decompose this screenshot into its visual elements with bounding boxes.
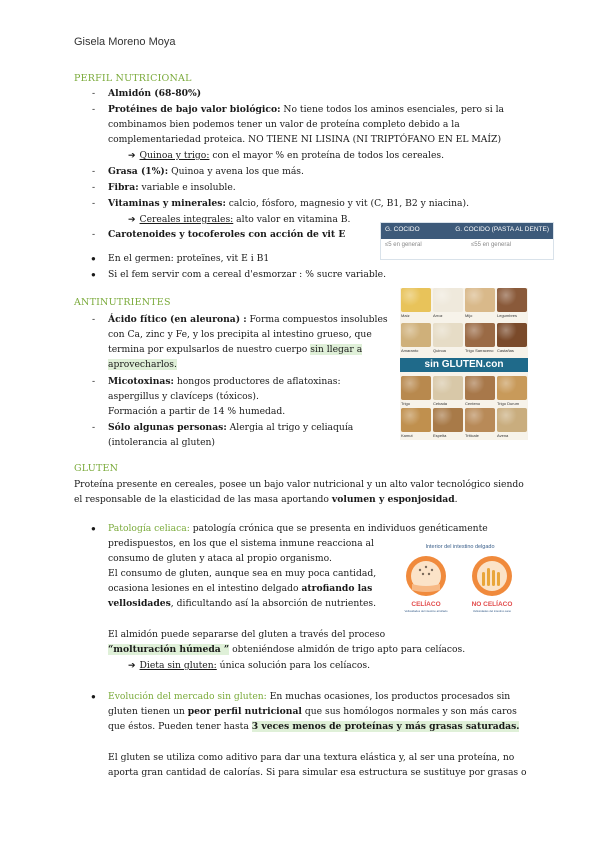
aditivo-line2: aporta gran cantidad de calorías. Si para simular esa estructura se sustituye por grasas o [108,767,527,778]
quinoa-subitem [128,148,444,164]
evolucion-line2-b: que sus homólogos normales y son más caros [301,706,517,717]
celiaca-text: patología crónica que se presenta en individuos genéticamente [189,523,488,534]
table-header-cell: G. COCIDO (PASTA AL DENTE) [455,226,549,233]
micotoxinas-line2: aspergillus y clavíceps (tóxicos). [108,391,259,402]
grasa-item [108,164,304,179]
table-cell: ≤55 en general [471,242,511,248]
alergia-item [108,420,353,435]
grain-label: Mijo [465,313,473,318]
grain-label: Cebada [433,401,448,406]
grain-label: Avena [497,433,509,438]
integrales-label: Cereales integrales: [139,214,234,225]
grain-photo [401,408,431,432]
celiaca-item [108,521,488,536]
vitaminas-text: calcio, fósforo, magnesio y vit (C, B1, B2 y niacina). [225,198,470,209]
arrow-right-icon: ➔ [128,215,136,225]
evolucion-line3-a: que éstos. Pueden tener hasta [108,721,252,732]
gi-table [380,222,554,260]
quinoa-label: Quinoa y trigo: [139,150,210,161]
grain-photo [497,376,527,400]
celiaca-line3: consumo de gluten y ataca al propio organismo. [108,553,332,564]
fitico-line4 [108,357,177,372]
grain-label: Centeno [465,401,481,406]
grain-label: Kamut [401,433,413,438]
bullet-dot: ● [91,524,96,533]
grain-photo [433,288,463,312]
esmorzar-item: Si el fem servir com a cereal d'esmorzar : % sucre variable. [108,269,387,280]
micotoxinas-text: hongos productores de aflatoxinas: [173,376,341,387]
grain-label: Quinoa [433,348,446,353]
fibra-item [108,180,236,195]
celiaca-line2: predispuestos, en los que el sistema inmune reacciona al [108,538,374,549]
grain-photo [497,288,527,312]
fibra-label: Fibra: [108,182,139,193]
dash-marker: - [92,182,96,193]
aditivo-line1: El gluten se utiliza como aditivo para dar una textura elástica y, al ser una proteína, no [108,752,515,763]
proteinas-label: Protéines de bajo valor biológico: [108,104,281,115]
evolucion-text: En muchas ocasiones, los productos procesados sin [266,691,511,702]
almidon-line2 [108,642,465,657]
table-cell: ≤5 en general [385,242,422,248]
dash-marker: - [92,376,96,387]
grain-photo [433,323,463,347]
grain-photo [465,408,495,432]
proteinas-line2: combinamos bien podemos tener un valor de proteína completo debido a la [108,119,460,130]
evolucion-bold: peor perfil nutricional [187,706,302,717]
table-header [381,223,553,239]
sin-gluten-logo: sin GLUTEN.con [400,358,528,372]
proteinas-text: No tiene todos los aminos esenciales, pero si la [280,104,504,115]
grain-photo [401,323,431,347]
celiaca-line5-text: ocasiona lesiones en el intestino delgado [108,583,302,594]
molturacion-highlight: “molturación húmeda ” [108,644,230,655]
dieta-subitem [128,658,370,674]
micotoxinas-line3: Formación a partir de 14 % humedad. [108,406,286,417]
grain-photo [497,408,527,432]
evolucion-line2-a: gluten tienen un [108,706,188,717]
fitico-line3 [108,342,362,357]
integrales-subitem [128,212,350,228]
grain-label: Espelta [433,433,447,438]
alergia-line2: (intolerancia al gluten) [108,437,216,448]
grain-photo [497,323,527,347]
fitico-line2: con Ca, zinc y Fe, y los precipita al intestino grueso, que [108,329,372,340]
dash-marker: - [92,166,96,177]
dash-marker: - [92,314,96,325]
grain-label: Trigo Durum [497,401,520,406]
evolucion-label: Evolución del mercado sin gluten: [108,691,267,702]
alergia-label: Sólo algunas personas: [108,422,227,433]
fitico-highlight: sin llegar a [310,344,363,355]
fitico-highlight-2: aprovecharlos. [108,359,177,370]
no-celiaco-caption: Vellosidades del intestino sano [472,609,512,613]
dieta-text: única solución para los celíacos. [216,660,371,671]
grain-label: Trigo Sarraceno [465,348,494,353]
evolucion-item [108,689,510,704]
grain-label: Triticale [465,433,479,438]
healthy-intestine [472,556,512,596]
grasa-label: Grasa (1%): [108,166,169,177]
bullet-dot: ● [91,270,96,279]
no-celiaco-label: NO CELÍACO [471,601,513,608]
arrow-right-icon: ➔ [128,151,136,161]
quinoa-text: con el mayor % en proteína de todos los cereales. [209,150,445,161]
celiaca-line4: El consumo de gluten, aunque sea en muy poca cantidad, [108,568,377,579]
germen-item: En el germen: proteïnes, vit E i B1 [108,253,270,264]
table-header-cell: G. COCIDO [385,226,420,233]
alergia-text: Alergia al trigo y celiaquía [226,422,354,433]
grain-photo [465,323,495,347]
dieta-label: Dieta sin gluten: [139,660,217,671]
grain-label: Maíz [401,313,410,318]
grain-photo [401,376,431,400]
vitaminas-item [108,196,469,211]
celiaco-caption: Vellosidades del intestino atrofiado [404,609,448,613]
author-name: Gisela Moreno Moya [74,36,176,48]
table-row [381,239,553,257]
integrales-text: alto valor en vitamina B. [233,214,351,225]
intestine-title: Interior del intestino delgado [425,544,495,550]
grain-label: Castañas [497,348,514,353]
fitico-text: Forma compuestos insolubles [246,314,388,325]
grain-label: Amaranto [401,348,419,353]
arrow-right-icon: ➔ [128,661,136,671]
vitaminas-label: Vitaminas y minerales: [108,198,226,209]
celiaca-line6 [108,596,376,611]
evolucion-highlight: 3 veces menos de proteínas y más grasas saturadas. [251,721,520,732]
gluten-intro-text: el responsable de la elasticidad de las masa aportando [74,494,332,505]
celiaco-label: CELÍACO [411,601,441,608]
celiaca-line5 [108,581,372,596]
gluten-intro-line2: el responsable de la elasticidad de las masa aportando volumen y esponjosidad. [74,494,458,505]
celiaca-label: Patología celiaca: [108,523,190,534]
carotenoides-item: Carotenoides y tocoferoles con acción de vit E [108,229,346,240]
dash-marker: - [92,104,96,115]
micotoxinas-label: Micotoxinas: [108,376,174,387]
section-title-antinutrientes: ANTINUTRIENTES [74,297,171,308]
grain-label: Legumbres [497,313,518,318]
dash-marker: - [92,422,96,433]
grain-photo [433,408,463,432]
proteinas-line3: complementariedad proteica. NO TIENE NI LISINA (NI TRIPTÓFANO EN EL MAÍZ) [108,134,502,145]
grains-image [400,288,528,440]
almidon-item: Almidón (68-80%) [108,88,202,99]
grain-photo [401,288,431,312]
fitico-label: Ácido fítico (en aleurona) : [108,314,247,325]
grain-photo [465,288,495,312]
grasa-text: Quinoa y avena los que más. [168,166,304,177]
almidon-line1: El almidón puede separarse del gluten a través del proceso [108,629,386,640]
dash-marker: - [92,198,96,209]
micotoxinas-item [108,374,341,389]
grain-photo [433,376,463,400]
dash-marker: - [92,229,96,240]
fibra-text: variable e insoluble. [138,182,236,193]
celiaca-bold: atrofiando las [301,583,373,594]
celiaca-line6-text: , dificultando así la absorción de nutrientes. [170,598,377,609]
grain-label: Arroz [433,313,443,318]
grain-photo [465,376,495,400]
gluten-intro-line1: Proteína presente en cereales, posee un bajo valor nutricional y un alto valor tecnológico siendo [74,479,524,490]
section-title-perfil: PERFIL NUTRICIONAL [74,73,192,84]
celiaca-bold-2: vellosidades [108,598,171,609]
bullet-dot: ● [91,254,96,263]
proteinas-item [108,102,504,117]
gluten-volumen: volumen y esponjosidad [331,494,455,505]
dash-marker: - [92,88,96,99]
fitico-line3-text: termina por expulsarlos de nuestro cuerpo [108,344,311,355]
intestine-illustration [398,540,522,620]
bullet-dot: ● [91,692,96,701]
fitico-item [108,312,388,327]
section-title-gluten: GLUTEN [74,463,119,474]
grain-label: Trigo [401,401,410,406]
celiac-intestine [406,556,446,596]
evolucion-line2 [108,704,517,719]
almidon-line2-text: obteniéndose almidón de trigo apto para celíacos. [229,644,466,655]
evolucion-line3 [108,719,519,734]
